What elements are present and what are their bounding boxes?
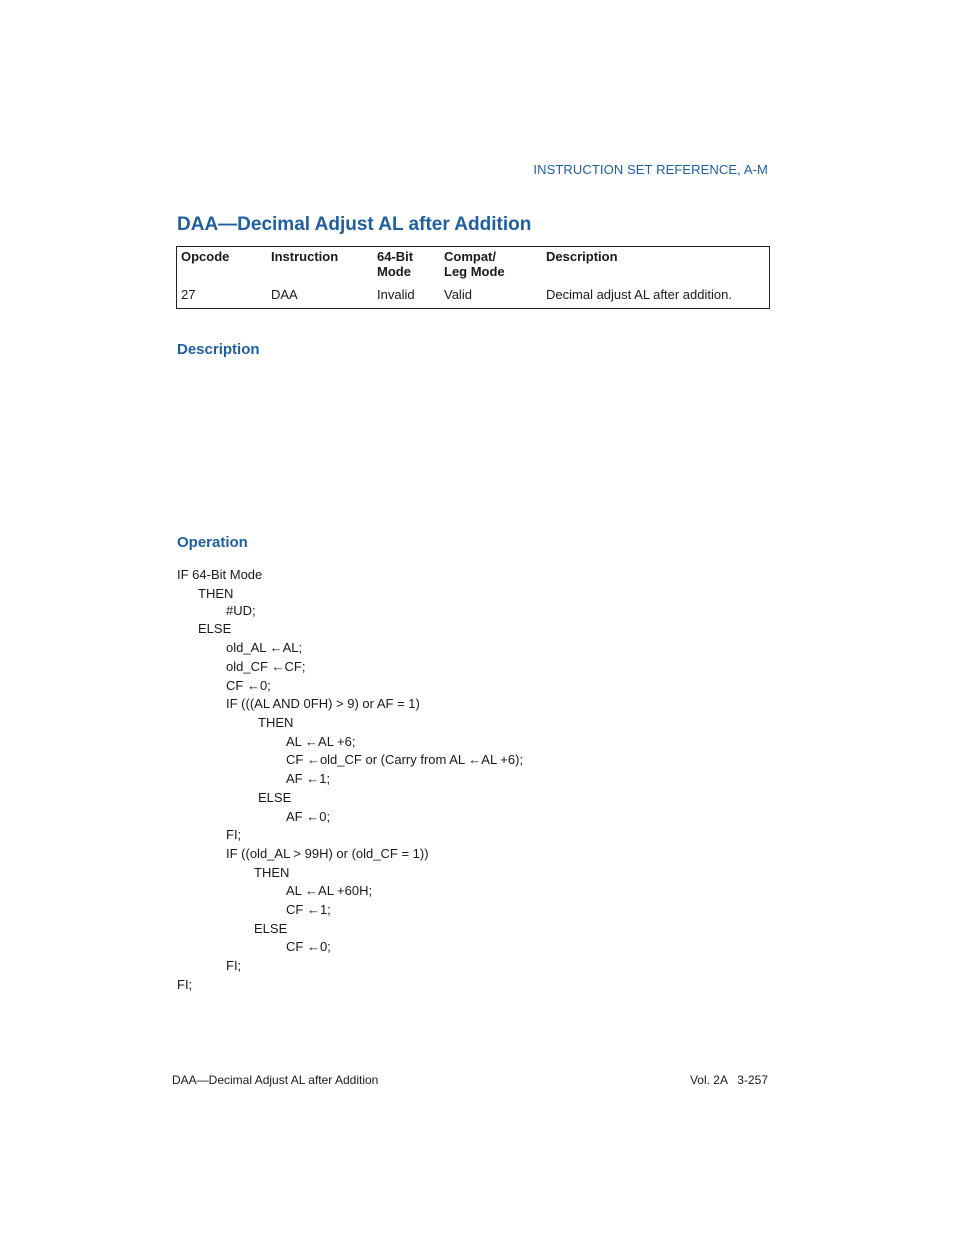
page-title: DAA—Decimal Adjust AL after Addition [177, 214, 532, 235]
code-line: CF ←old_CF or (Carry from AL ←AL +6); [286, 752, 524, 767]
code-line: old_CF ←CF; [226, 659, 306, 674]
code-line: THEN [258, 715, 294, 730]
code-line: #UD; [226, 603, 256, 618]
code-line: ELSE [198, 621, 232, 636]
code-line: THEN [254, 865, 290, 880]
table-cell-64bit-mode: Invalid [377, 287, 415, 302]
code-line: AL ←AL +6; [286, 734, 356, 749]
code-line: old_AL ←AL; [226, 640, 303, 655]
table-cell-opcode: 27 [181, 287, 196, 302]
code-line: FI; [177, 977, 193, 992]
code-line: IF (((AL AND 0FH) > 9) or AF = 1) [226, 696, 420, 711]
code-line: ELSE [254, 921, 288, 936]
table-cell-compat-leg-mode: Valid [444, 287, 472, 302]
table-cell-instruction: DAA [271, 287, 298, 302]
table-header-opcode: Opcode [181, 249, 230, 264]
footer-title: DAA—Decimal Adjust AL after Addition [172, 1073, 379, 1087]
code-line: IF ((old_AL > 99H) or (old_CF = 1)) [226, 846, 429, 861]
code-line: IF 64-Bit Mode [177, 567, 263, 582]
table-header-compat-leg-mode: Compat/ Leg Mode [444, 249, 505, 279]
code-line: THEN [198, 586, 234, 601]
table-header-instruction: Instruction [271, 249, 339, 264]
code-line: FI; [226, 958, 242, 973]
table-cell-description: Decimal adjust AL after addition. [546, 287, 732, 302]
table-header-description: Description [546, 249, 618, 264]
code-line: FI; [226, 827, 242, 842]
opcode-table [176, 246, 770, 309]
code-line: AL ←AL +60H; [286, 883, 373, 898]
operation-heading: Operation [177, 534, 248, 551]
code-line: AF ←0; [286, 809, 331, 824]
table-header-64bit-mode: 64-Bit Mode [377, 249, 414, 279]
code-line: CF ←1; [286, 902, 331, 917]
running-head: INSTRUCTION SET REFERENCE, A-M [533, 162, 768, 177]
code-line: AF ←1; [286, 771, 331, 786]
code-line: CF ←0; [286, 939, 331, 954]
description-heading: Description [177, 341, 260, 358]
code-line: ELSE [258, 790, 292, 805]
code-line: CF ←0; [226, 678, 271, 693]
footer-page-number: Vol. 2A 3-257 [689, 1073, 768, 1087]
